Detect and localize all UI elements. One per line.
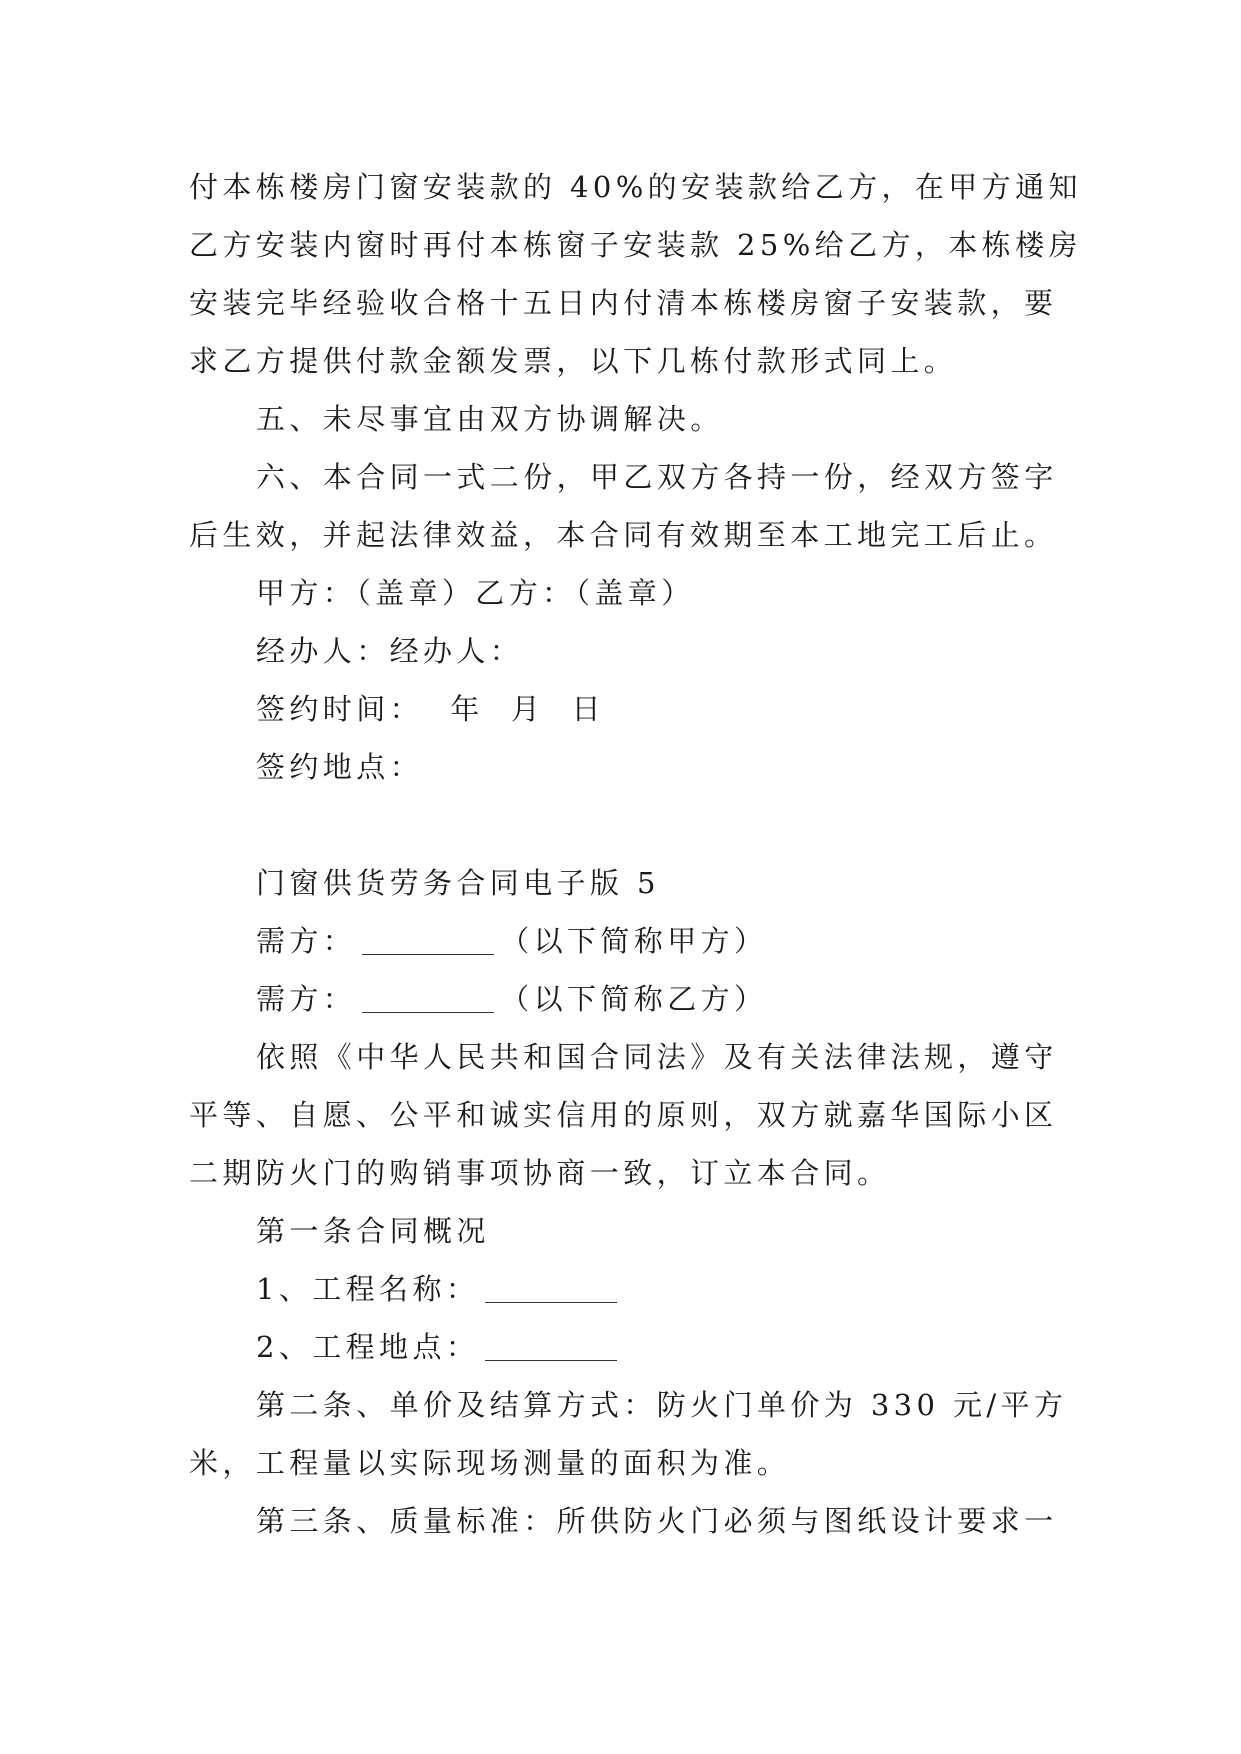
agent-line: 经办人：经办人： xyxy=(256,634,524,668)
contract-title: 门窗供货劳务合同电子版 5 xyxy=(256,866,660,900)
preamble-line: 二期防火门的购销事项协商一致，订立本合同。 xyxy=(189,1156,891,1190)
party-b-suffix: （以下简称乙方） xyxy=(500,982,768,1016)
sign-time-line: 签约时间： 年 月 日 xyxy=(256,692,605,726)
project-name-label: 1、工程名称： xyxy=(256,1272,480,1306)
sign-place-line: 签约地点： xyxy=(256,750,424,784)
project-site-blank[interactable] xyxy=(485,1330,617,1361)
paragraph-line: 求乙方提供付款金额发票，以下几栋付款形式同上。 xyxy=(189,344,958,378)
article-one-heading: 第一条合同概况 xyxy=(256,1214,490,1248)
clause-five: 五、未尽事宜由双方协调解决。 xyxy=(256,402,724,436)
clause-six-line: 后生效，并起法律效益，本合同有效期至本工地完工后止。 xyxy=(189,518,1058,552)
article-three-line: 第三条、质量标准：所供防火门必须与图纸设计要求一 xyxy=(256,1504,1058,1538)
clause-six-line: 六、本合同一式二份，甲乙双方各持一份，经双方签字 xyxy=(256,460,1058,494)
party-a-suffix: （以下简称甲方） xyxy=(500,924,768,958)
section-gap xyxy=(189,796,1069,854)
party-b-blank[interactable] xyxy=(362,982,494,1013)
party-b-line xyxy=(189,970,1069,1028)
project-name-blank[interactable] xyxy=(485,1272,617,1303)
party-a-label: 需方： xyxy=(256,924,357,958)
party-a-line xyxy=(189,912,1069,970)
article-two-line: 第二条、单价及结算方式：防火门单价为 330 元/平方 xyxy=(256,1388,1068,1422)
paragraph-line: 安装完毕经验收合格十五日内付清本栋楼房窗子安装款，要 xyxy=(189,286,1058,320)
party-b-label: 需方： xyxy=(256,982,357,1016)
project-site-label: 2、工程地点： xyxy=(256,1330,480,1364)
document-body xyxy=(189,158,1082,1550)
party-a-blank[interactable] xyxy=(362,924,494,955)
article-two-line: 米，工程量以实际现场测量的面积为准。 xyxy=(189,1446,791,1480)
preamble-line: 依照《中华人民共和国合同法》及有关法律法规，遵守 xyxy=(256,1040,1058,1074)
paragraph-line: 付本栋楼房门窗安装款的 40%的安装款给乙方，在甲方通知 xyxy=(189,170,1082,204)
paragraph-line: 乙方安装内窗时再付本栋窗子安装款 25%给乙方，本栋楼房 xyxy=(189,228,1082,262)
preamble-line: 平等、自愿、公平和诚实信用的原则，双方就嘉华国际小区 xyxy=(189,1098,1058,1132)
seal-line: 甲方：（盖章）乙方：（盖章） xyxy=(256,576,695,610)
project-site-line xyxy=(189,1318,1069,1376)
project-name-line xyxy=(189,1260,1069,1318)
